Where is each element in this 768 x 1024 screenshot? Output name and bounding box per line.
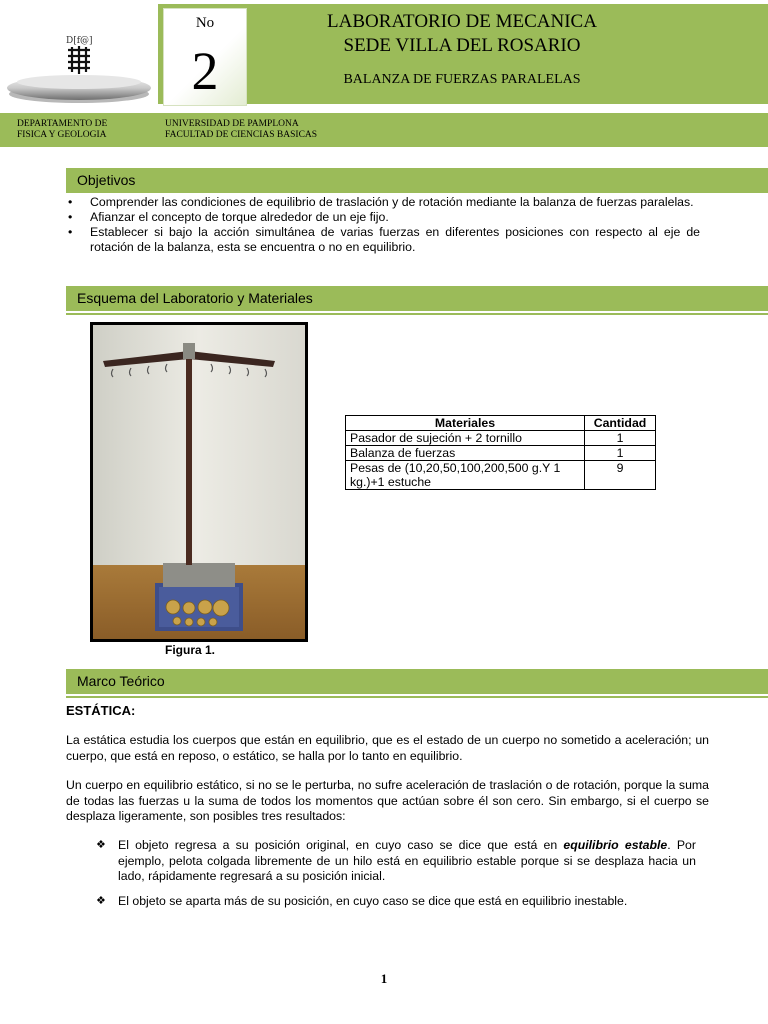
lab-number-label: No xyxy=(195,15,215,31)
figure-1-photo xyxy=(90,322,308,642)
objective-item: • Establecer si bajo la acción simultánea de varias fuerzas en diferentes posiciones con respecto al eje de rotación de la balanza, esta se encuentra o no en equilibrio. xyxy=(66,225,700,255)
section-divider xyxy=(66,696,768,698)
balance-apparatus-image xyxy=(93,325,305,639)
lab-number-box xyxy=(163,8,247,106)
column-header-cantidad: Cantidad xyxy=(585,416,656,431)
table-row xyxy=(346,431,656,446)
title-line-1: LABORATORIO DE MECANICA xyxy=(327,11,597,32)
diamond-bullet-icon: ❖ xyxy=(96,839,106,851)
page-number: 1 xyxy=(380,971,388,986)
dfg-logo-icon xyxy=(0,0,158,110)
lab-number: 2 xyxy=(191,41,219,101)
department-line-2: FISICA Y GEOLOGIA xyxy=(17,130,107,140)
result-item-stable xyxy=(96,838,696,885)
objective-item: • Afianzar el concepto de torque alrededor de un eje fijo. xyxy=(66,210,700,225)
header-title xyxy=(250,10,674,88)
table-row xyxy=(346,446,656,461)
quantity-cell: 1 xyxy=(585,446,656,461)
paragraph-equilibrio-estatico: Un cuerpo en equilibrio estático, si no se le perturba, no sufre aceleración de traslación o de rotación, porque la suma de todas las fuerzas u la suma de todos los momentos que actúan sobre él son cero. Sin embargo, si el cuerpo se desplaza ligeramente, son posibles tres resultados: xyxy=(66,778,709,823)
title-line-2: SEDE VILLA DEL ROSARIO xyxy=(343,35,581,56)
equilibrio-estable-term: equilibrio estable xyxy=(563,838,668,852)
svg-text:D[f@]: D[f@] xyxy=(66,36,93,46)
section-objetivos-heading: Objetivos xyxy=(66,168,768,193)
faculty-line: FACULTAD DE CIENCIAS BASICAS xyxy=(165,130,318,140)
materials-table-header xyxy=(346,416,656,431)
university-line-1: UNIVERSIDAD DE PAMPLONA xyxy=(165,119,299,129)
material-cell: Balanza de fuerzas xyxy=(346,446,585,461)
diamond-bullet-icon: ❖ xyxy=(96,895,106,907)
materials-table xyxy=(345,415,656,490)
result-item-unstable xyxy=(96,894,696,910)
material-cell: Pesas de (10,20,50,100,200,500 g.Y 1 kg.)+1 estuche xyxy=(346,461,585,490)
subheader-band xyxy=(0,110,768,147)
quantity-cell: 1 xyxy=(585,431,656,446)
quantity-cell: 9 xyxy=(585,461,656,490)
figure-caption: Figura 1. xyxy=(165,643,216,657)
objective-item: • Comprender las condiciones de equilibrio de traslación y de rotación mediante la balanza de fuerzas paralelas. xyxy=(66,195,700,210)
section-esquema-heading: Esquema del Laboratorio y Materiales xyxy=(66,286,768,311)
estatica-subheading: ESTÁTICA: xyxy=(66,703,136,718)
objectives-list xyxy=(66,195,700,255)
material-cell: Pasador de sujeción + 2 tornillo xyxy=(346,431,585,446)
result-item-text xyxy=(96,838,696,885)
result-item-text: El objeto se aparta más de su posición, en cuyo caso se dice que está en equilibrio inestable. xyxy=(118,894,628,908)
paragraph-estatica-definition: La estática estudia los cuerpos que están en equilibrio, que es el estado de un cuerpo no sometido a aceleración; un cuerpo, que está en reposo, o estático, se halla por lo tanto en equilibrio. xyxy=(66,733,709,763)
column-header-materiales: Materiales xyxy=(346,416,585,431)
department-line-1: DEPARTAMENTO DE xyxy=(17,119,108,129)
university-name xyxy=(165,119,317,141)
section-marco-teorico-heading: Marco Teórico xyxy=(66,669,768,694)
result-item-text-start: El objeto regresa a su posición original, en cuyo caso se dice que está en xyxy=(118,838,564,852)
result-item-text-end: . Por ejemplo, pelota colgada libremente de un hilo está en equilibrio estable porque si se desplaza hacia un lado, rápidamente regresará a su posición inicial. xyxy=(118,838,696,883)
department-name xyxy=(17,119,107,141)
department-logo xyxy=(0,0,158,110)
table-row xyxy=(346,461,656,490)
section-divider xyxy=(66,313,768,315)
title-line-3: BALANZA DE FUERZAS PARALELAS xyxy=(343,72,581,87)
